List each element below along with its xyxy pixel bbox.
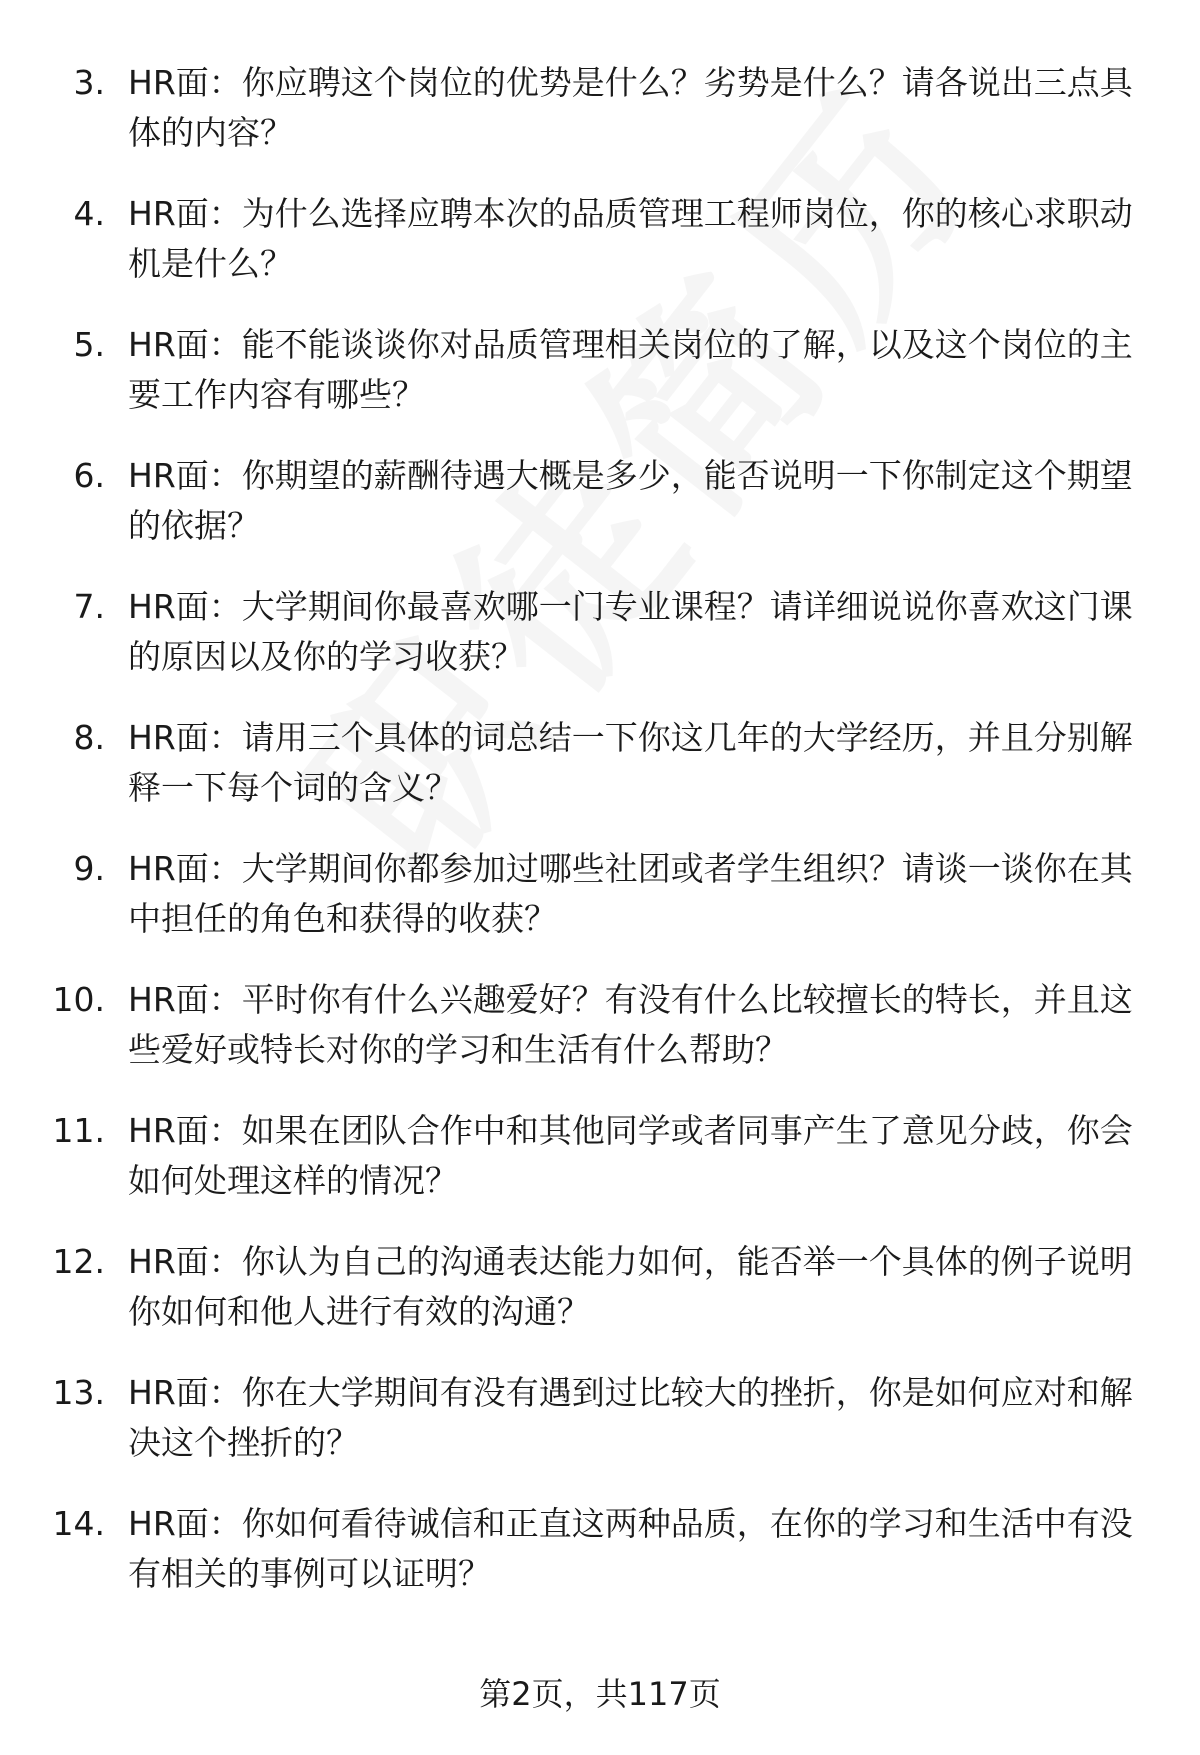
- question-number: 10.: [52, 980, 105, 1019]
- question-number: 8.: [73, 718, 105, 757]
- question-number: 3.: [73, 63, 105, 102]
- question-text: HR面：你如何看待诚信和正直这两种品质，在你的学习和生活中有没有相关的事例可以证明？: [128, 1504, 1133, 1593]
- question-number: 11.: [52, 1111, 105, 1150]
- list-item: [0, 451, 1200, 582]
- list-item: [0, 1368, 1200, 1499]
- list-item: [0, 1106, 1200, 1237]
- list-item: [0, 582, 1200, 713]
- list-item: [0, 58, 1200, 189]
- list-item: [0, 1499, 1200, 1630]
- question-text: HR面：你在大学期间有没有遇到过比较大的挫折，你是如何应对和解决这个挫折的？: [128, 1373, 1133, 1462]
- question-text: HR面：你期望的薪酬待遇大概是多少，能否说明一下你制定这个期望的依据？: [128, 456, 1133, 545]
- question-number: 13.: [52, 1373, 105, 1412]
- question-list: [0, 58, 1200, 1630]
- list-item: [0, 1237, 1200, 1368]
- page-number: 第2页，共117页: [479, 1675, 721, 1713]
- list-item: [0, 713, 1200, 844]
- list-item: [0, 844, 1200, 975]
- list-item: [0, 320, 1200, 451]
- question-number: 14.: [52, 1504, 105, 1543]
- question-number: 4.: [73, 194, 105, 233]
- question-number: 9.: [73, 849, 105, 888]
- question-text: HR面：大学期间你都参加过哪些社团或者学生组织？请谈一谈你在其中担任的角色和获得的收获？: [128, 849, 1133, 938]
- question-text: HR面：为什么选择应聘本次的品质管理工程师岗位，你的核心求职动机是什么？: [128, 194, 1133, 283]
- question-number: 12.: [52, 1242, 105, 1281]
- question-text: HR面：你应聘这个岗位的优势是什么？劣势是什么？请各说出三点具体的内容？: [128, 63, 1133, 152]
- question-text: HR面：请用三个具体的词总结一下你这几年的大学经历，并且分别解释一下每个词的含义？: [128, 718, 1133, 807]
- question-number: 6.: [73, 456, 105, 495]
- list-item: [0, 189, 1200, 320]
- question-text: HR面：大学期间你最喜欢哪一门专业课程？请详细说说你喜欢这门课的原因以及你的学习收获？: [128, 587, 1133, 676]
- question-number: 7.: [73, 587, 105, 626]
- question-text: HR面：如果在团队合作中和其他同学或者同事产生了意见分歧，你会如何处理这样的情况？: [128, 1111, 1133, 1200]
- question-text: HR面：你认为自己的沟通表达能力如何，能否举一个具体的例子说明你如何和他人进行有效的沟通？: [128, 1242, 1133, 1331]
- question-text: HR面：平时你有什么兴趣爱好？有没有什么比较擅长的特长，并且这些爱好或特长对你的学习和生活有什么帮助？: [128, 980, 1133, 1069]
- list-item: [0, 975, 1200, 1106]
- question-text: HR面：能不能谈谈你对品质管理相关岗位的了解，以及这个岗位的主要工作内容有哪些？: [128, 325, 1133, 414]
- question-number: 5.: [73, 325, 105, 364]
